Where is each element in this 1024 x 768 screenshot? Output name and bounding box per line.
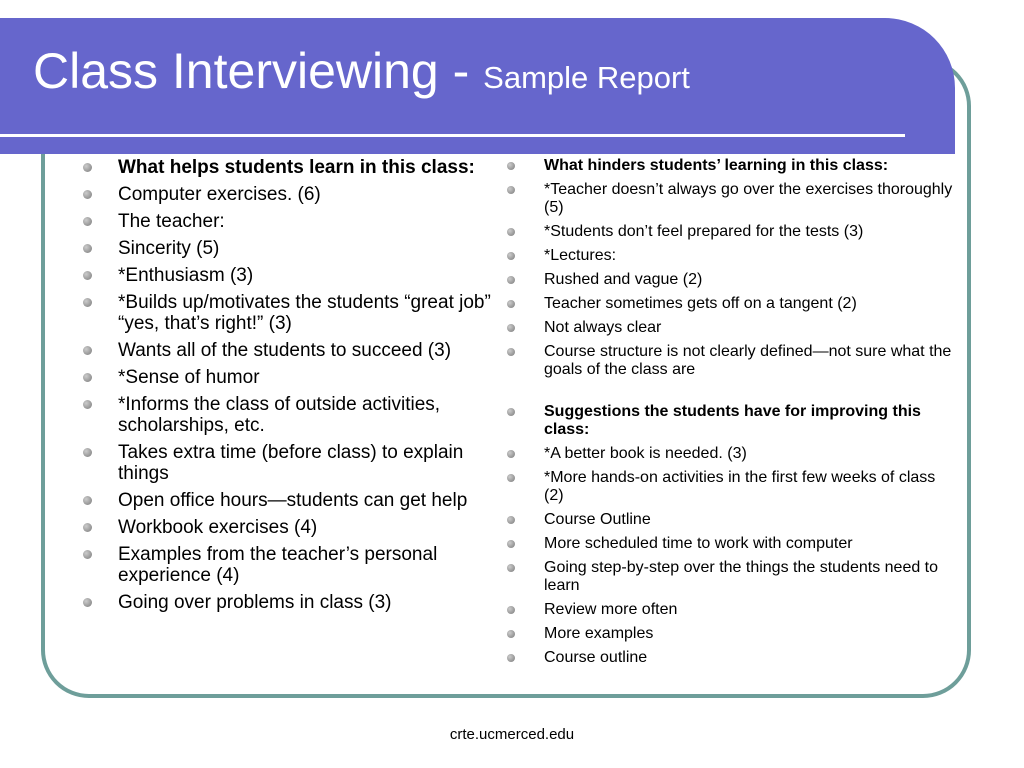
list-item: The teacher: xyxy=(83,211,493,232)
list-item: *Sense of humor xyxy=(83,367,493,388)
list-item: Going step-by-step over the things the students need to learn xyxy=(507,559,957,595)
title-sub: Sample Report xyxy=(483,60,690,95)
list-item: Not always clear xyxy=(507,319,957,337)
list-item: *Informs the class of outside activities, scholarships, etc. xyxy=(83,394,493,436)
list-item: Sincerity (5) xyxy=(83,238,493,259)
list-item: Teacher sometimes gets off on a tangent (2) xyxy=(507,295,957,313)
list-item: Open office hours—students can get help xyxy=(83,490,493,511)
title-main: Class Interviewing - xyxy=(33,43,484,99)
helps-learning-list xyxy=(83,157,493,619)
list-item: *A better book is needed. (3) xyxy=(507,445,957,463)
list-item: *Builds up/motivates the students “great job” “yes, that’s right!” (3) xyxy=(83,292,493,334)
footer-source: crte.ucmerced.edu xyxy=(449,726,575,743)
list-item: Review more often xyxy=(507,601,957,619)
list-item: Rushed and vague (2) xyxy=(507,271,957,289)
slide-title xyxy=(33,42,690,100)
list-item: Going over problems in class (3) xyxy=(83,592,493,613)
list-item: What helps students learn in this class: xyxy=(83,157,493,178)
list-item: Examples from the teacher’s personal experience (4) xyxy=(83,544,493,586)
list-item: Computer exercises. (6) xyxy=(83,184,493,205)
list-item: *Teacher doesn’t always go over the exercises thoroughly (5) xyxy=(507,181,957,217)
list-item: Suggestions the students have for improving this class: xyxy=(507,403,957,439)
list-item: *Enthusiasm (3) xyxy=(83,265,493,286)
list-item: Workbook exercises (4) xyxy=(83,517,493,538)
list-item: Wants all of the students to succeed (3) xyxy=(83,340,493,361)
list-item: *More hands-on activities in the first few weeks of class (2) xyxy=(507,469,957,505)
title-divider xyxy=(0,134,905,137)
list-item: Takes extra time (before class) to explain things xyxy=(83,442,493,484)
hinders-and-suggestions-list xyxy=(507,157,957,673)
list-item: Course Outline xyxy=(507,511,957,529)
list-item: More examples xyxy=(507,625,957,643)
list-item: Course structure is not clearly defined—not sure what the goals of the class are xyxy=(507,343,957,379)
list-item: More scheduled time to work with computer xyxy=(507,535,957,553)
list-item: Course outline xyxy=(507,649,957,667)
list-item: What hinders students’ learning in this class: xyxy=(507,157,957,175)
list-item: *Students don’t feel prepared for the tests (3) xyxy=(507,223,957,241)
list-item: *Lectures: xyxy=(507,247,957,265)
